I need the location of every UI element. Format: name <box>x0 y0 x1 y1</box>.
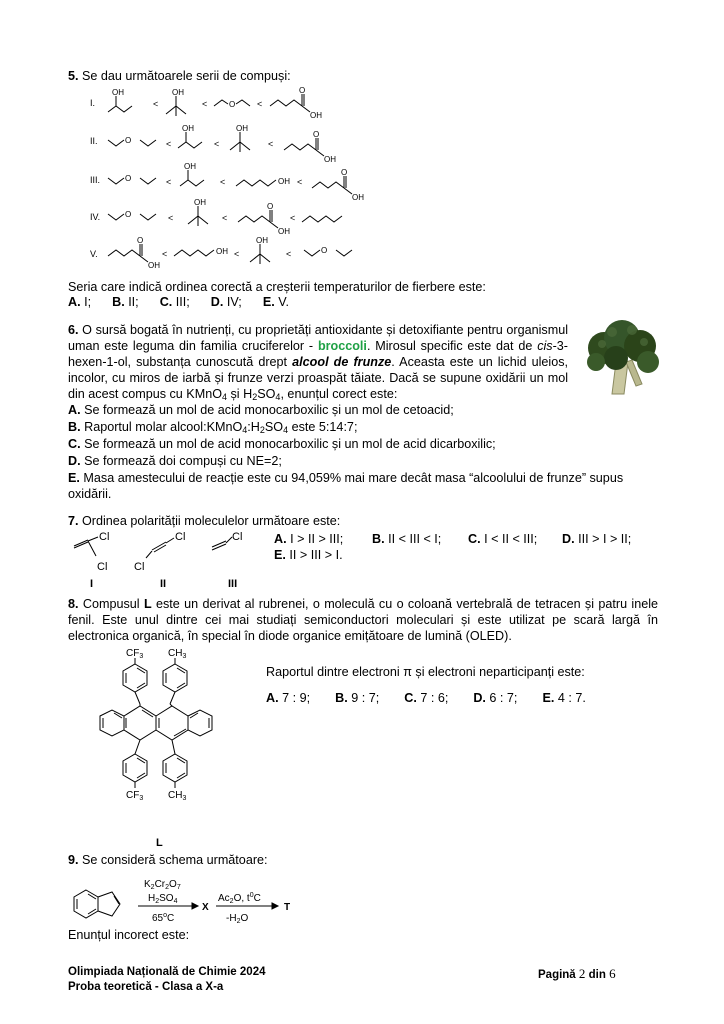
atom-label: OH <box>352 193 364 202</box>
footer-page-number: Pagină 2 din 6 <box>538 966 616 981</box>
q7-answer-e: E. II > III > I. <box>274 548 343 562</box>
q8-answers: A. 7 : 9; B. 9 : 7; C. 7 : 6; D. 6 : 7; E. 4 : 7. <box>266 691 586 705</box>
q8-question: Raportul dintre electroni π și electroni neparticipanți este: <box>266 665 585 679</box>
atom-label: O <box>313 130 320 139</box>
q5-intro: 5. Se dau următoarele serii de compuși: <box>68 69 291 83</box>
cf3-label: $CF_3$ <box>126 790 144 802</box>
atom-label: Cl <box>134 561 145 573</box>
q5-question: Seria care indică ordinea corectă a creșterii temperaturilor de fierbere este: <box>68 280 486 294</box>
footer-exam: Proba teoretică - Clasa a X-a <box>68 981 224 993</box>
cf3-label: $CF_3$ <box>126 648 144 660</box>
less-than: < <box>168 213 174 223</box>
atom-label: O <box>267 202 274 211</box>
compound-l-structure <box>70 648 230 848</box>
series-label: I. <box>90 98 96 108</box>
footer-olympiad: Olimpiada Națională de Chimie 2024 <box>68 966 266 978</box>
atom-label: OH <box>182 124 194 133</box>
atom-label: OH <box>216 247 228 256</box>
compound-label: L <box>156 837 163 848</box>
q6-paragraph: 6. O sursă bogată în nutrienți, cu proprietăți antioxidante și detoxifiante pentru organismul uman este leguma din familia cruciferelor - broccoli. Mirosul specific este dat de cis-3-hexen-1-ol, substanța cunoscută drept alcool de frunze. Aceasta este un lichid uleios, incolor, cu miros de iarbă și frunze verzi proaspăt tăiate. Dacă se supune oxidării un mol din acest compus cu KMnO$_4$ și $H_2SO_4$, enunțul corect este: <box>68 323 569 402</box>
less-than: < <box>153 99 159 109</box>
q6-option-c: C. Se formează un mol de acid monocarboxilic și un mol de acid dicarboxilic; <box>68 437 496 451</box>
atom-label: O <box>125 174 132 183</box>
less-than: < <box>166 139 172 149</box>
molecule-label: III <box>228 578 238 590</box>
q9-prompt: Enunțul incorect este: <box>68 928 190 942</box>
atom-label: O <box>125 136 132 145</box>
series-label: V. <box>90 249 98 259</box>
broccoli-image <box>582 318 662 396</box>
q8-paragraph: 8. Compusul L este un derivat al rubrenei, o moleculă cu o coloană vertebrală de tetracen și patru inele fenil. Este unul dintre cei mai studiați semiconductori moleculari și este utilizat pe scară largă în electronica organică, în special în diode organice emițătoare de lumină (OLED). <box>68 597 659 643</box>
q6-option-d: D. Se formează doi compuși cu NE=2; <box>68 454 282 468</box>
q6-option-e: E. Masa amestecului de reacție este cu 94,059% mai mare decât masa “alcoolului de frunze” supus oxidării. <box>68 471 624 501</box>
atom-label: O <box>137 236 144 245</box>
q7-question: 7. Ordinea polarității moleculelor următoare este: <box>68 514 341 528</box>
less-than: < <box>234 249 240 259</box>
less-than: < <box>214 139 220 149</box>
series-label: II. <box>90 136 98 146</box>
q9-reaction-scheme <box>64 876 304 932</box>
q5-skeletal-formulas <box>0 0 724 290</box>
reagent-h2so4: $H_2SO_4$ <box>148 893 178 905</box>
q7-answer-c: C. I < II < III; <box>468 532 538 546</box>
q5-series-structures <box>0 0 724 290</box>
reagent-ac2o: $Ac_2O$, $t^0C$ <box>218 892 261 905</box>
atom-label: O <box>299 86 306 95</box>
atom-label: OH <box>184 162 196 171</box>
less-than: < <box>257 99 263 109</box>
less-than: < <box>202 99 208 109</box>
q7-answer-d: D. III > I > II; <box>562 532 632 546</box>
less-than: < <box>222 213 228 223</box>
less-than: < <box>166 177 172 187</box>
atom-label: Cl <box>99 531 110 543</box>
atom-label: Cl <box>175 531 186 543</box>
q5-answers: A. I; B. II; C. III; D. IV; E. V. <box>68 295 289 309</box>
atom-label: OH <box>278 227 290 236</box>
atom-label: Cl <box>232 531 243 543</box>
atom-label: OH <box>172 88 184 97</box>
atom-label: OH <box>112 88 124 97</box>
atom-label: O <box>341 168 348 177</box>
less-than: < <box>162 249 168 259</box>
less-than: < <box>290 213 296 223</box>
elimination-h2o: $-H_2O$ <box>226 913 249 925</box>
less-than: < <box>220 177 226 187</box>
series-label: III. <box>90 175 101 185</box>
less-than: < <box>297 177 303 187</box>
atom-label: OH <box>324 155 336 164</box>
product-x: X <box>202 902 209 913</box>
series-label: IV. <box>90 212 101 222</box>
atom-label: O <box>229 100 236 109</box>
atom-label: O <box>321 246 328 255</box>
molecule-label: II <box>160 578 167 590</box>
atom-label: OH <box>310 111 322 120</box>
ch3-label: $CH_3$ <box>168 790 187 802</box>
atom-label: OH <box>236 124 248 133</box>
atom-label: OH <box>194 198 206 207</box>
q7-molecules <box>62 528 262 593</box>
atom-label: OH <box>148 261 160 270</box>
atom-label: Cl <box>97 561 108 573</box>
less-than: < <box>268 139 274 149</box>
molecule-label: I <box>90 578 94 590</box>
q9-question: 9. Se consideră schema următoare: <box>68 853 268 867</box>
q7-answer-b: B. II < III < I; <box>372 532 442 546</box>
q7-answer-a: A. I > II > III; <box>274 532 344 546</box>
atom-label: O <box>125 210 132 219</box>
q6-option-a: A. Se formează un mol de acid monocarboxilic și un mol de cetoacid; <box>68 403 454 417</box>
less-than: < <box>286 249 292 259</box>
reaction-temperature: 65$^o$C <box>152 912 175 924</box>
ch3-label: $CH_3$ <box>168 648 187 660</box>
reagent-k2cr2o7: $K_2Cr_2O_7$ <box>144 879 181 891</box>
atom-label: OH <box>256 236 268 245</box>
product-t: T <box>284 902 291 913</box>
atom-label: OH <box>278 177 290 186</box>
q6-option-b: B. Raportul molar $alcool:KMnO_4:H_2SO_4$ este 5:14:7; <box>68 420 358 435</box>
